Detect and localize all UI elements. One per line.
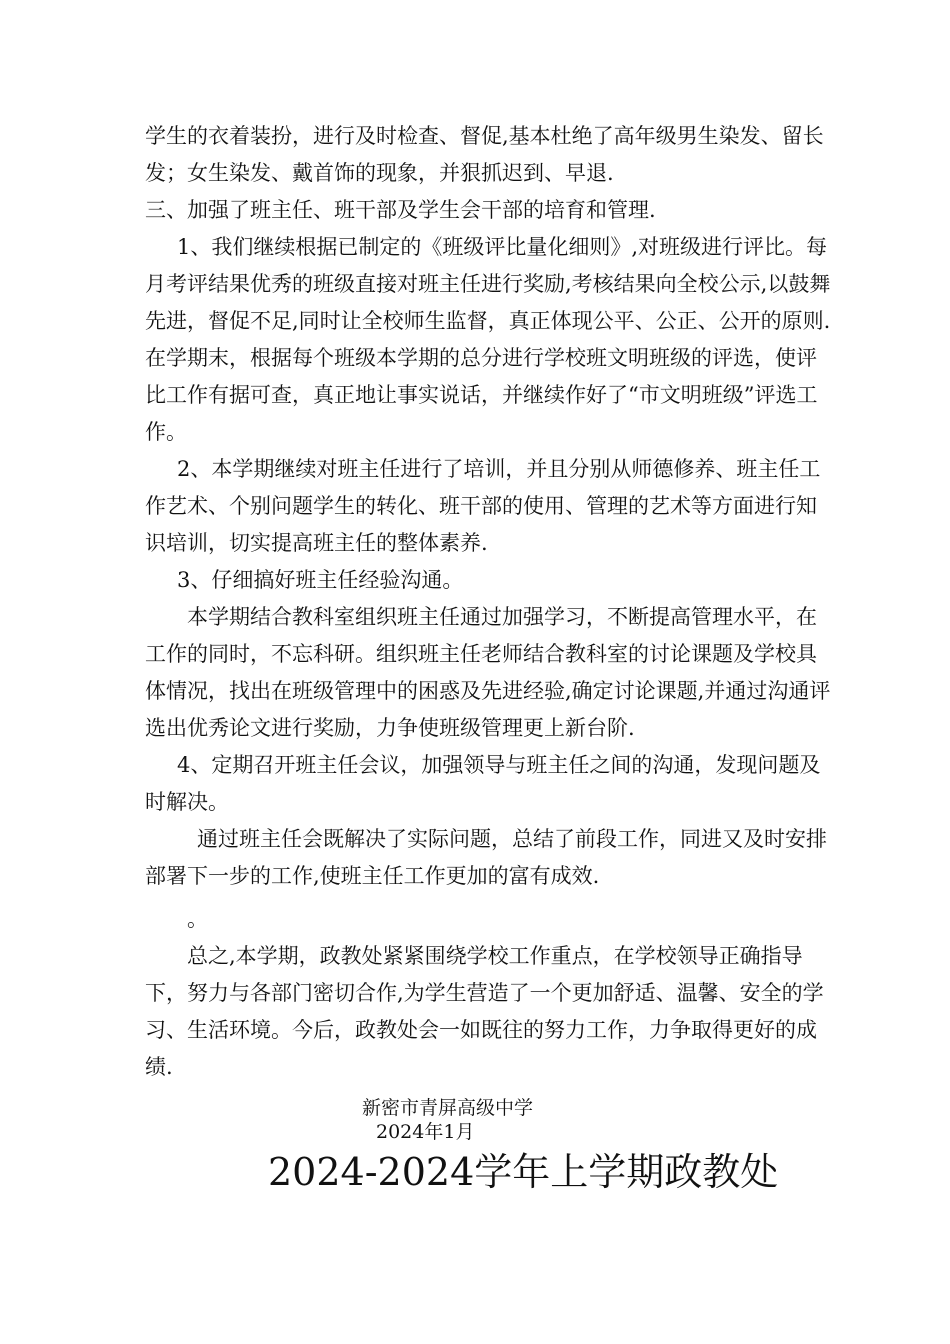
paragraph-item-3: 3、仔细搞好班主任经验沟通。 (177, 568, 464, 592)
document-body (145, 118, 835, 1086)
signature-date: 2024年1月 (376, 1121, 475, 1143)
paragraph-meeting-result: 通过班主任会既解决了实际问题，总结了前段工作，同进又及时安排部署下一步的工作,使班主任工作更加的富有成效. (145, 827, 827, 888)
paragraph-period-mark: 。 (187, 907, 208, 931)
paragraph-item-1: 1、我们继续根据已制定的《班级评比量化细则》,对班级进行评比。每月考评结果优秀的班级直接对班主任进行奖励,考核结果向全校公示,以鼓舞先进，督促不足,同时让全校师生监督，真正体现公平、公正、公开的原则.在学期末，根据每个班级本学期的总分进行学校班文明班级的评选，使评比工作有据可查，真正地让事实说话，并继续作好了“市文明班级”评选工作。 (145, 235, 831, 444)
heading-section-three: 三、加强了班主任、班干部及学生会干部的培育和管理. (145, 198, 656, 222)
paragraph-dress-check: 学生的衣着装扮，进行及时检查、督促,基本杜绝了高年级男生染发、留长发；女生染发、戴首饰的现象，并狠抓迟到、早退. (145, 124, 824, 185)
paragraph-item-2: 2、本学期继续对班主任进行了培训，并且分别从师德修养、班主任工作艺术、个别问题学生的转化、班干部的使用、管理的艺术等方面进行知识培训，切实提高班主任的整体素养. (145, 457, 821, 555)
paragraph-research: 本学期结合教科室组织班主任通过加强学习，不断提高管理水平，在工作的同时，不忘科研。组织班主任老师结合教科室的讨论课题及学校具体情况，找出在班级管理中的困惑及先进经验,确定讨论课题,并通过沟通评选出优秀论文进行奖励，力争使班级管理更上新台阶. (145, 605, 831, 740)
paragraph-item-4: 4、定期召开班主任会议，加强领导与班主任之间的沟通，发现问题及时解决。 (145, 753, 821, 814)
paragraph-summary: 总之,本学期，政教处紧紧围绕学校工作重点，在学校领导正确指导下，努力与各部门密切合作,为学生营造了一个更加舒适、温馨、安全的学习、生活环境。今后，政教处会一如既往的努力工作，力争取得更好的成绩. (145, 944, 824, 1079)
signature-school: 新密市青屏高级中学 (362, 1097, 534, 1119)
document-title: 2024-2024学年上学期政教处 (268, 1150, 779, 1194)
